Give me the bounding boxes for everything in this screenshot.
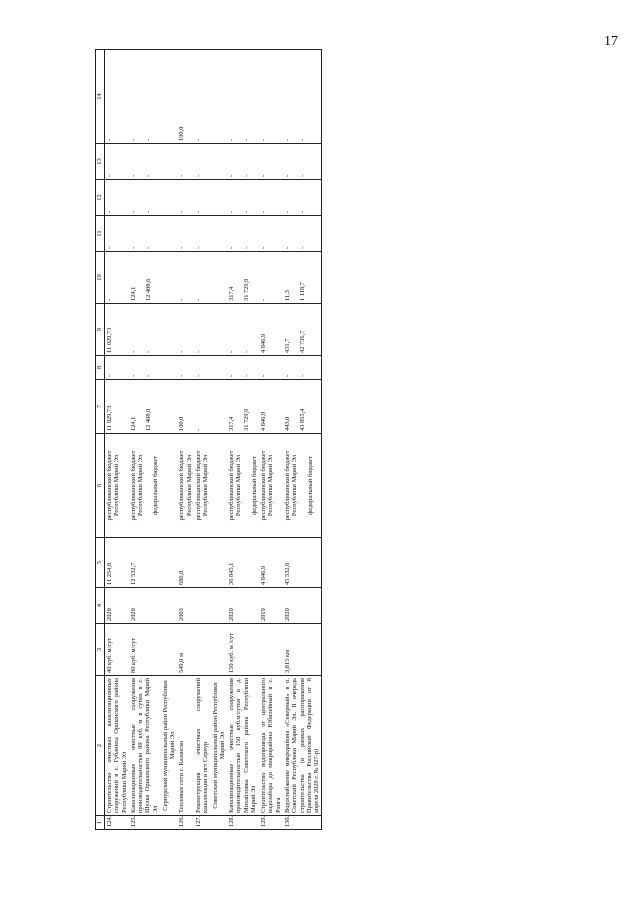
col14-cell: [129, 50, 161, 144]
col10-cell: [129, 252, 161, 304]
col11-cell: [105, 216, 129, 252]
col9-cell: [177, 304, 194, 356]
col12-cell: [194, 180, 211, 216]
empty-cell: [161, 50, 178, 144]
col9-cell: [259, 304, 283, 356]
col13-cell: [194, 144, 211, 180]
empty-cell: [211, 304, 228, 356]
total-cell: [227, 380, 259, 434]
col12-cell-value: -: [243, 210, 251, 213]
funding-table: [95, 49, 322, 830]
capacity-cell: 40 куб. м/сут: [105, 624, 129, 676]
col12-cell: [283, 180, 322, 216]
row-number: 130.: [283, 816, 322, 830]
empty-cell: [161, 144, 178, 180]
section-title: Сернурский муниципальный район Республики Марий Эл: [161, 676, 178, 816]
col11-cell: [283, 216, 322, 252]
col10-cell-value: 124,1: [129, 286, 137, 301]
col14-cell-value: -: [145, 138, 153, 141]
column-header: 10: [96, 252, 105, 304]
col8-cell-value: -: [283, 374, 291, 377]
cost-cell: [194, 538, 211, 588]
col8-cell-value: -: [106, 374, 113, 377]
capacity-cell: 3,815 км: [283, 624, 322, 676]
col11-cell-value: -: [299, 246, 307, 249]
col10-cell-value: -: [178, 298, 186, 301]
row-number: 129.: [259, 816, 283, 830]
column-header: 11: [96, 216, 105, 252]
col9-cell-value: -: [228, 350, 236, 353]
col12-cell-value: -: [145, 210, 153, 213]
empty-cell: [161, 538, 178, 588]
funding-source-value: федеральный бюджет: [152, 456, 160, 515]
empty-cell: [211, 588, 228, 624]
funding-source-value: федеральный бюджет: [306, 456, 314, 515]
col12-cell: [227, 180, 259, 216]
col11-cell: [177, 216, 194, 252]
col8-cell: [129, 356, 161, 380]
total-cell-value: 11 029,73: [106, 405, 113, 431]
column-header: 1: [96, 816, 105, 830]
col8-cell-value: -: [178, 374, 186, 377]
col11-cell-value: -: [260, 246, 268, 249]
total-cell-value: 4 846,9: [260, 411, 268, 431]
empty-cell: [161, 180, 178, 216]
object-name: Строительство очистных канализационных сооружений в с. Губаниха Оршанского района Республики Марий Эл: [105, 676, 129, 816]
empty-cell: [211, 380, 228, 434]
col9-cell-value: 11 029,73: [106, 327, 113, 353]
col11-cell-value: -: [228, 246, 236, 249]
column-header: 12: [96, 180, 105, 216]
column-header: 9: [96, 304, 105, 356]
col14-cell-value: -: [228, 138, 236, 141]
col11-cell: [259, 216, 283, 252]
column-header: 6: [96, 434, 105, 538]
capacity-cell: [194, 624, 211, 676]
column-header: 13: [96, 144, 105, 180]
funding-source: [105, 434, 129, 538]
col13-cell-value: -: [228, 174, 236, 177]
col10-cell: [194, 252, 211, 304]
col12-cell: [177, 180, 194, 216]
col14-cell: [227, 50, 259, 144]
col9-cell-value: 431,7: [283, 338, 291, 353]
col13-cell-value: -: [106, 174, 113, 177]
rotated-table-frame: [95, 50, 617, 830]
row-number: 125.: [129, 816, 161, 830]
cost-cell: 12 532,7: [129, 538, 161, 588]
col8-cell-value: -: [194, 374, 202, 377]
empty-cell: [211, 144, 228, 180]
table-row: [105, 50, 129, 830]
col11-cell-value: -: [243, 246, 251, 249]
col10-cell-value: 317,4: [228, 286, 236, 301]
cost-cell: 11 254,8: [105, 538, 129, 588]
column-header: 4: [96, 588, 105, 624]
col11-cell: [227, 216, 259, 252]
col8-cell: [194, 356, 211, 380]
empty-cell: [161, 380, 178, 434]
col13-cell-value: -: [194, 174, 202, 177]
col9-cell-value: -: [145, 350, 153, 353]
empty-cell: [161, 252, 178, 304]
col8-cell-value: -: [299, 374, 307, 377]
total-cell-value: 124,1: [129, 416, 137, 431]
col9-cell: [194, 304, 211, 356]
col11-cell-value: -: [178, 246, 186, 249]
cost-cell: 45 532,6: [283, 538, 322, 588]
col13-cell-value: -: [129, 174, 137, 177]
col13-cell: [283, 144, 322, 180]
funding-source-value: республиканский бюджет Республики Марий Эл: [129, 450, 145, 521]
empty-cell: [211, 356, 228, 380]
col11-cell-value: -: [283, 246, 291, 249]
col14-cell: [194, 50, 211, 144]
object-name: Канализационные очистные сооружения производительностью 80 куб. м в сутки в с. Шулка Оршанского района Республики Марий Эл: [129, 676, 161, 816]
total-cell-value: -: [194, 428, 202, 431]
col14-cell: [283, 50, 322, 144]
col14-cell-value: -: [283, 138, 291, 141]
col10-cell-value: 1 118,7: [299, 282, 307, 301]
total-cell: [177, 380, 194, 434]
col10-cell-value: 12 408,6: [145, 278, 153, 301]
cost-cell: 4 846,9: [259, 538, 283, 588]
col8-cell-value: -: [260, 374, 268, 377]
col12-cell: [105, 180, 129, 216]
col13-cell-value: -: [243, 174, 251, 177]
row-number: 124.: [105, 816, 129, 830]
col10-cell: [105, 252, 129, 304]
col14-cell-value: -: [260, 138, 268, 141]
col14-cell-value: -: [129, 138, 137, 141]
total-cell: [105, 380, 129, 434]
table-row: [194, 50, 211, 830]
funding-source: [194, 434, 211, 538]
capacity-cell: 549,0 м: [177, 624, 194, 676]
total-cell-value: 31 729,9: [243, 408, 251, 431]
col13-cell: [227, 144, 259, 180]
col14-cell-value: 100,0: [178, 126, 186, 141]
col11-cell-value: -: [194, 246, 202, 249]
funding-source-value: республиканский бюджет Республики Марий Эл: [178, 450, 193, 521]
column-header: 3: [96, 624, 105, 676]
section-title: Советский муниципальный район Республики Марий Эл: [211, 676, 228, 816]
table-row: [227, 50, 259, 830]
section-row: [211, 50, 228, 830]
col10-cell-value: -: [106, 298, 113, 301]
total-cell-value: 317,4: [228, 416, 236, 431]
col8-cell: [259, 356, 283, 380]
capacity-cell: [259, 624, 283, 676]
col13-cell: [177, 144, 194, 180]
column-header: 14: [96, 50, 105, 144]
col13-cell: [129, 144, 161, 180]
column-header-row: [96, 50, 105, 830]
col13-cell-value: -: [283, 174, 291, 177]
object-name: Канализационные очистные сооружения производительностью 150 куб.м/сутки в д. Михайловка Советского района Республики Марий Эл: [227, 676, 259, 816]
col10-cell-value: -: [194, 298, 202, 301]
table-row: [129, 50, 161, 830]
funding-source-value: республиканский бюджет Республики Марий Эл: [194, 450, 210, 521]
col9-cell: [105, 304, 129, 356]
col14-cell-value: -: [243, 138, 251, 141]
year-cell: 2020: [129, 588, 161, 624]
object-name: Тепловые сети с. Казанско: [177, 676, 194, 816]
empty-cell: [211, 434, 228, 538]
col12-cell-value: -: [228, 210, 236, 213]
col14-cell-value: -: [194, 138, 202, 141]
capacity-cell: 150 куб. м /сут: [227, 624, 259, 676]
col13-cell-value: -: [260, 174, 268, 177]
col14-cell: [105, 50, 129, 144]
col12-cell-value: -: [283, 210, 291, 213]
col10-cell: [283, 252, 322, 304]
empty-cell: [211, 624, 228, 676]
year-cell: 2020: [283, 588, 322, 624]
col14-cell-value: -: [299, 138, 307, 141]
col11-cell: [129, 216, 161, 252]
row-number: 127.: [194, 816, 211, 830]
col8-cell: [283, 356, 322, 380]
table-row: [283, 50, 322, 830]
cost-cell: 36 845,1: [227, 538, 259, 588]
object-name: Водоснабжение микрорайона «Северный» в п. Советский Республики Марий Эл. II очередь строительства (в рамках распоряжения Правительства Российской Федерации от 8 апреля 2020 г. № 927-р): [283, 676, 322, 816]
col8-cell-value: -: [129, 374, 137, 377]
row-number: 126.: [177, 816, 194, 830]
empty-cell: [211, 216, 228, 252]
col13-cell-value: -: [299, 174, 307, 177]
col12-cell-value: -: [194, 210, 202, 213]
col9-cell-value: 42 736,7: [299, 330, 307, 353]
col12-cell: [129, 180, 161, 216]
column-header: 5: [96, 538, 105, 588]
year-cell: 2020: [227, 588, 259, 624]
col10-cell-value: 31 729,9: [243, 278, 251, 301]
col8-cell: [227, 356, 259, 380]
object-name: Реконструкция очистных сооружений канализации в пгт Сернур: [194, 676, 211, 816]
col12-cell-value: -: [178, 210, 186, 213]
col12-cell-value: -: [129, 210, 137, 213]
total-cell-value: 443,0: [283, 416, 291, 431]
total-cell-value: 100,0: [178, 416, 186, 431]
year-cell: 2020: [105, 588, 129, 624]
empty-cell: [161, 624, 178, 676]
funding-source-value: федеральный бюджет: [250, 456, 258, 515]
col11-cell: [194, 216, 211, 252]
col8-cell: [105, 356, 129, 380]
col9-cell-value: -: [178, 350, 186, 353]
funding-source: [129, 434, 161, 538]
col12-cell-value: -: [299, 210, 307, 213]
object-name: Строительство водопровода от центрального водозабора до микрорайона Юбилейный в с. Ронга: [259, 676, 283, 816]
capacity-cell: 80 куб. м/сут: [129, 624, 161, 676]
total-cell-value: 43 855,4: [299, 408, 307, 431]
funding-source-value: республиканский бюджет Республики Марий Эл: [260, 450, 275, 521]
col12-cell-value: -: [106, 210, 113, 213]
col13-cell: [259, 144, 283, 180]
col13-cell-value: -: [178, 174, 186, 177]
year-cell: [194, 588, 211, 624]
col12-cell: [259, 180, 283, 216]
empty-cell: [161, 434, 178, 538]
funding-source: [283, 434, 322, 538]
col9-cell: [283, 304, 322, 356]
total-cell-value: 12 408,0: [145, 408, 153, 431]
table-row: [177, 50, 194, 830]
column-header: 2: [96, 676, 105, 816]
col10-cell: [177, 252, 194, 304]
total-cell: [129, 380, 161, 434]
section-row: [161, 50, 178, 830]
col8-cell-value: -: [243, 374, 251, 377]
col13-cell-value: -: [145, 174, 153, 177]
empty-cell: [161, 816, 178, 830]
column-header: 8: [96, 356, 105, 380]
col14-cell: [259, 50, 283, 144]
col9-cell-value: -: [194, 350, 202, 353]
funding-source-value: республиканский бюджет Республики Марий Эл: [228, 450, 243, 521]
col9-cell-value: -: [243, 350, 251, 353]
col11-cell-value: -: [145, 246, 153, 249]
year-cell: 2003: [177, 588, 194, 624]
empty-cell: [211, 50, 228, 144]
empty-cell: [211, 180, 228, 216]
table-row: [259, 50, 283, 830]
funding-source: [227, 434, 259, 538]
col9-cell-value: 4 846,9: [260, 333, 268, 353]
col12-cell-value: -: [260, 210, 268, 213]
col10-cell: [227, 252, 259, 304]
total-cell: [194, 380, 211, 434]
column-header: 7: [96, 380, 105, 434]
col11-cell-value: -: [129, 246, 137, 249]
col11-cell-value: -: [106, 246, 113, 249]
row-number: 128.: [227, 816, 259, 830]
col9-cell: [227, 304, 259, 356]
empty-cell: [161, 216, 178, 252]
cost-cell: 686,8: [177, 538, 194, 588]
col9-cell: [129, 304, 161, 356]
col8-cell-value: -: [145, 374, 153, 377]
funding-source-value: республиканский бюджет Республики Марий Эл: [283, 450, 299, 521]
total-cell: [283, 380, 322, 434]
col10-cell: [259, 252, 283, 304]
empty-cell: [161, 304, 178, 356]
col9-cell-value: -: [129, 350, 137, 353]
col8-cell: [177, 356, 194, 380]
funding-source: [177, 434, 194, 538]
col14-cell-value: -: [106, 138, 113, 141]
col10-cell-value: 11,3: [283, 290, 291, 301]
page-number: 17: [604, 34, 618, 49]
empty-cell: [211, 816, 228, 830]
funding-source-value: республиканский бюджет Республики Марий Эл: [106, 450, 121, 521]
col10-cell-value: -: [260, 298, 268, 301]
empty-cell: [161, 588, 178, 624]
empty-cell: [211, 538, 228, 588]
total-cell: [259, 380, 283, 434]
empty-cell: [161, 356, 178, 380]
funding-source: [259, 434, 283, 538]
col13-cell: [105, 144, 129, 180]
year-cell: 2019: [259, 588, 283, 624]
col14-cell: [177, 50, 194, 144]
empty-cell: [211, 252, 228, 304]
col8-cell-value: -: [228, 374, 236, 377]
